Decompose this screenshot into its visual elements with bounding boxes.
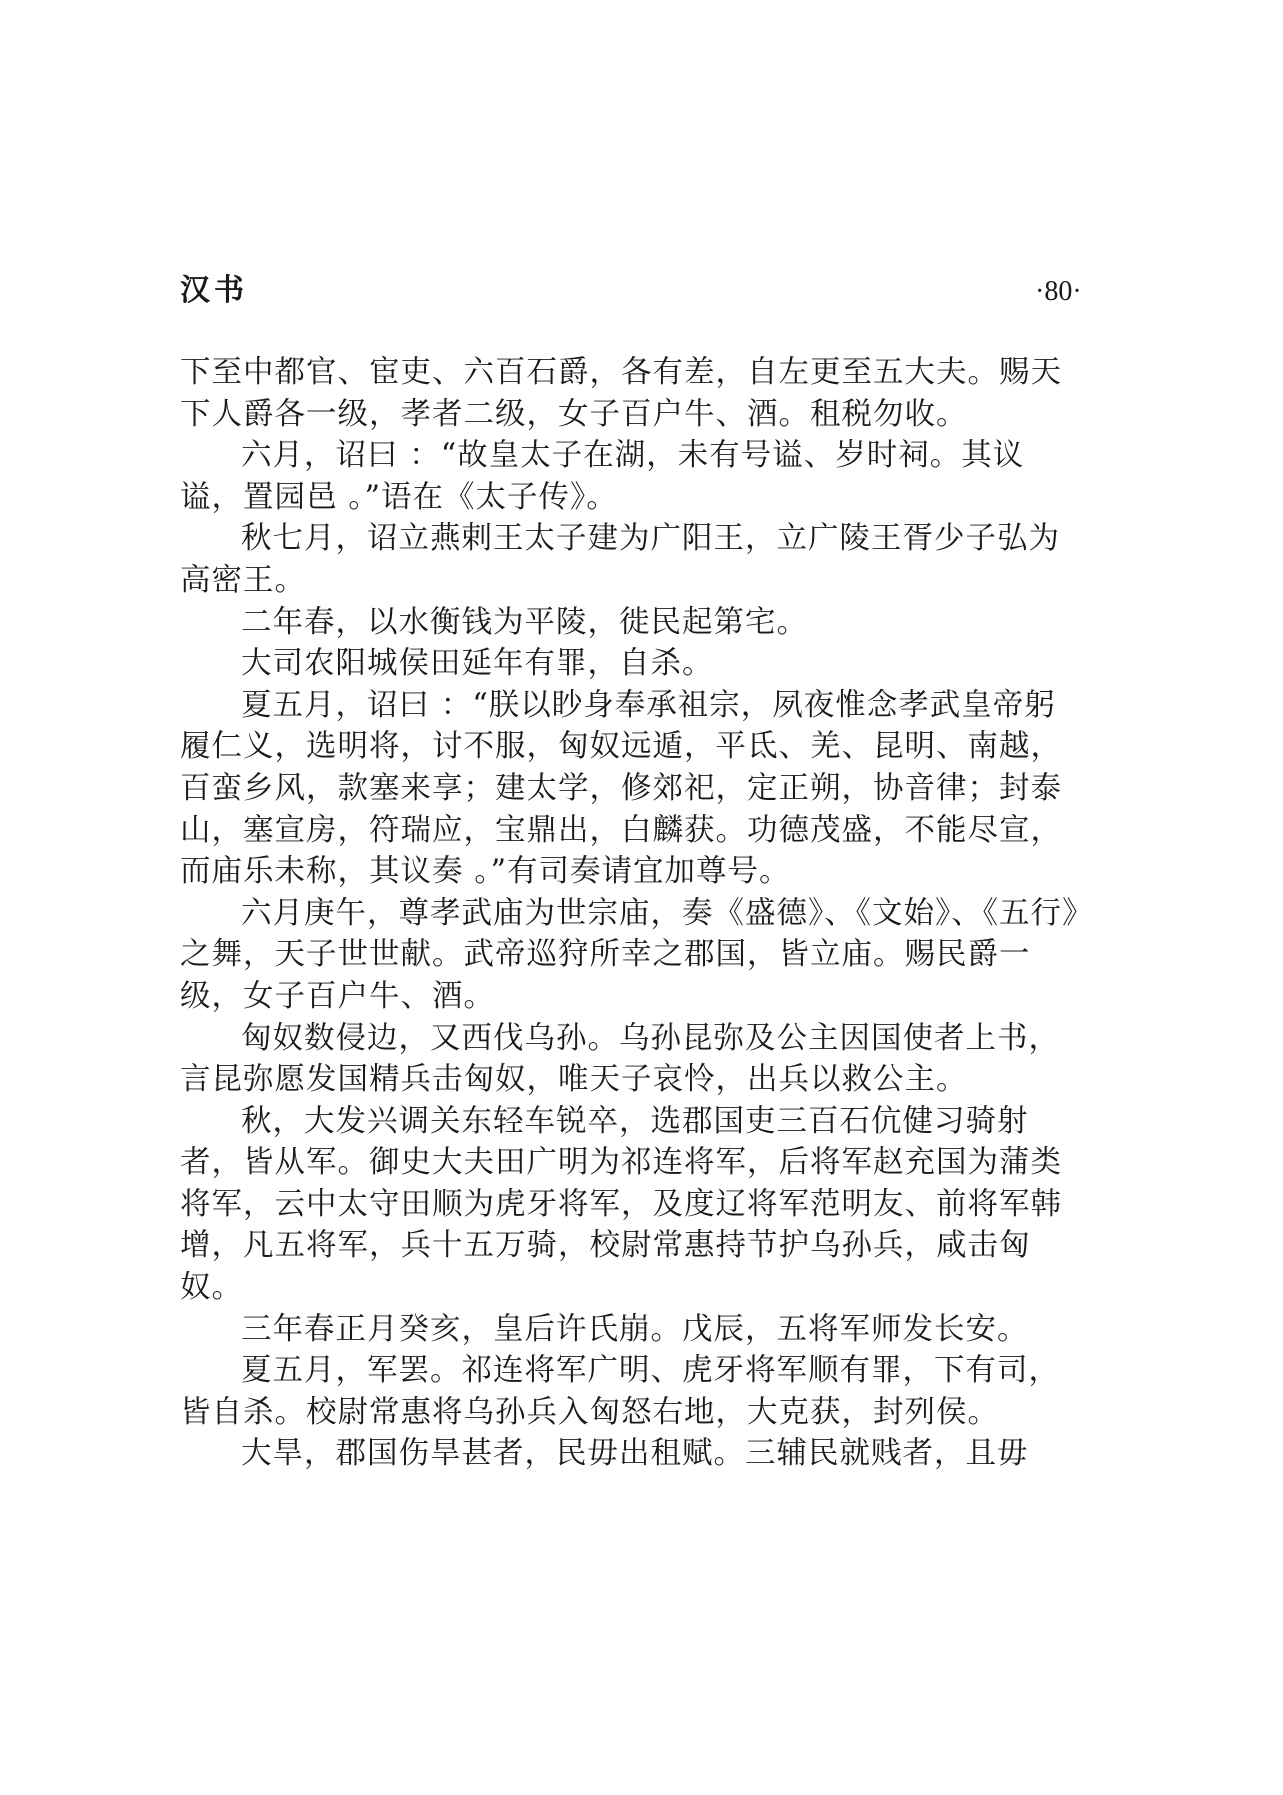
paragraph: 六月，诏曰 ：“故皇太子在湖，未有号谥、岁时祠。其议谥，置园邑 。”语在《太子传》。 [180, 438, 1025, 515]
running-title: 汉书 [180, 273, 248, 308]
text-body [180, 352, 1080, 1475]
paragraph: 匈奴数侵边，又西伐乌孙。乌孙昆弥及公主因国使者上书，言昆弥愿发国精兵击匈奴，唯天子哀怜，出兵以救公主。 [180, 1020, 1060, 1098]
paragraph: 大司农阳城侯田延年有罪，自杀。 [241, 646, 714, 682]
paragraph: 下至中都官、宦吏、六百石爵，各有差，自左更至五大夫。赐天下人爵各一级，孝者二级，女子百户牛、酒。租税勿收。 [180, 355, 1062, 432]
page-number: ·80· [1035, 276, 1082, 307]
paragraph: 二年春，以水衡钱为平陵，徙民起第宅。 [241, 604, 808, 640]
paragraph: 六月庚午，尊孝武庙为世宗庙，奏《盛德》、《文始》、《五行》之舞，天子世世献。武帝巡狩所幸之郡国，皆立庙。赐民爵一级，女子百户牛、酒。 [180, 895, 1079, 1014]
paragraph: 三年春正月癸亥，皇后许氏崩。戊辰，五将军师发长安。 [241, 1311, 1029, 1347]
paragraph: 夏五月，军罢。祁连将军广明、虎牙将军顺有罪，下有司，皆自杀。校尉常惠将乌孙兵入匈怒右地，大克获，封列侯。 [180, 1353, 1060, 1430]
paragraph: 秋，大发兴调关东轻车锐卒，选郡国吏三百石伉健习骑射者，皆从军。御史大夫田广明为祁连将军，后将军赵充国为蒲类将军，云中太守田顺为虎牙将军，及度辽将军范明友、前将军韩增，凡五将军，兵十五万骑，校尉常惠持节护乌孙兵，咸击匈奴。 [180, 1103, 1062, 1306]
paragraph: 夏五月，诏曰 ：“朕以眇身奉承祖宗，夙夜惟念孝武皇帝躬履仁义，选明将，讨不服，匈奴远遁，平氐、羌、昆明、南越，百蛮乡风，款塞来享；建太学，修郊祀，定正朔，协音律；封泰山，塞宣房，符瑞应，宝鼎出，白麟获。功德茂盛，不能尽宣，而庙乐未称，其议奏 。”有司奏请宜加尊号。 [180, 687, 1062, 890]
paragraph: 大旱，郡国伤旱甚者，民毋出租赋。三辅民就贱者，且毋 [241, 1436, 1029, 1472]
paragraph: 秋七月，诏立燕剌王太子建为广阳王，立广陵王胥少子弘为高密王。 [180, 521, 1060, 598]
